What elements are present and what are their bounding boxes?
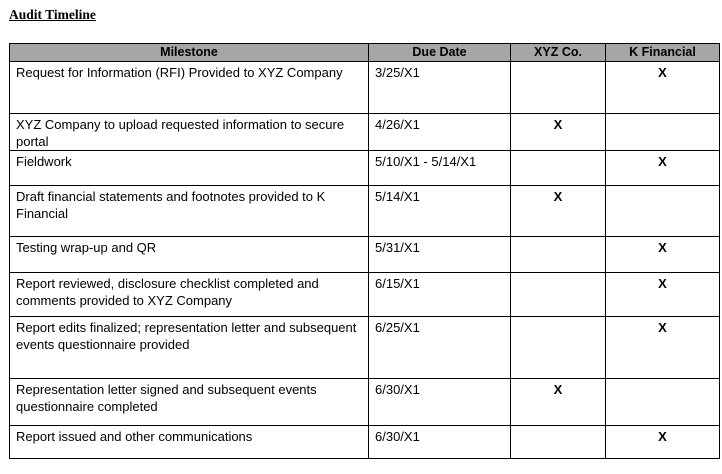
header-xyz-co: XYZ Co. xyxy=(511,44,606,62)
k-financial-mark xyxy=(606,379,719,381)
milestone-text: Report issued and other communications xyxy=(16,429,253,444)
header-k-financial: K Financial xyxy=(606,44,720,62)
xyz-co-cell xyxy=(511,62,606,114)
table-row xyxy=(10,379,720,426)
k-financial-cell xyxy=(606,426,720,459)
milestone-text: Testing wrap-up and QR xyxy=(16,240,157,255)
due-date-cell xyxy=(369,151,511,186)
due-date-text: 6/30/X1 xyxy=(375,382,420,397)
milestone-cell xyxy=(10,317,369,379)
k-financial-mark: X xyxy=(658,429,667,444)
audit-timeline-table xyxy=(9,43,720,459)
k-financial-cell xyxy=(606,151,720,186)
k-financial-mark: X xyxy=(658,154,667,169)
k-financial-mark xyxy=(606,186,719,188)
k-financial-mark: X xyxy=(658,65,667,80)
due-date-cell xyxy=(369,317,511,379)
milestone-cell xyxy=(10,237,369,273)
milestone-cell xyxy=(10,379,369,426)
k-financial-cell xyxy=(606,237,720,273)
k-financial-mark xyxy=(606,114,719,116)
milestone-text: XYZ Company to upload requested information to secure portal xyxy=(16,117,345,149)
due-date-text: 6/15/X1 xyxy=(375,276,420,291)
milestone-cell xyxy=(10,273,369,317)
due-date-cell xyxy=(369,186,511,237)
k-financial-cell xyxy=(606,114,720,151)
due-date-text: 6/30/X1 xyxy=(375,429,420,444)
milestone-cell xyxy=(10,151,369,186)
due-date-cell xyxy=(369,379,511,426)
due-date-cell xyxy=(369,273,511,317)
table-row xyxy=(10,426,720,459)
xyz-co-mark xyxy=(511,426,605,428)
xyz-co-mark xyxy=(511,151,605,153)
milestone-text: Request for Information (RFI) Provided to XYZ Company xyxy=(16,65,343,80)
k-financial-mark: X xyxy=(658,240,667,255)
table-row xyxy=(10,237,720,273)
due-date-text: 4/26/X1 xyxy=(375,117,420,132)
milestone-cell xyxy=(10,114,369,151)
xyz-co-cell xyxy=(511,273,606,317)
xyz-co-cell xyxy=(511,379,606,426)
due-date-cell xyxy=(369,114,511,151)
xyz-co-cell xyxy=(511,317,606,379)
table-row xyxy=(10,186,720,237)
milestone-text: Report edits finalized; representation letter and subsequent events questionnaire provided xyxy=(16,320,357,352)
xyz-co-cell xyxy=(511,237,606,273)
milestone-cell xyxy=(10,62,369,114)
milestone-cell xyxy=(10,186,369,237)
table-row xyxy=(10,151,720,186)
milestone-cell xyxy=(10,426,369,459)
xyz-co-mark xyxy=(511,273,605,275)
k-financial-mark: X xyxy=(658,320,667,335)
xyz-co-cell xyxy=(511,151,606,186)
k-financial-mark: X xyxy=(658,276,667,291)
xyz-co-mark xyxy=(511,237,605,239)
milestone-text: Fieldwork xyxy=(16,154,72,169)
due-date-text: 5/31/X1 xyxy=(375,240,420,255)
header-milestone: Milestone xyxy=(10,44,369,62)
k-financial-cell xyxy=(606,379,720,426)
xyz-co-cell xyxy=(511,114,606,151)
due-date-text: 5/14/X1 xyxy=(375,189,420,204)
xyz-co-mark xyxy=(511,62,605,64)
due-date-cell xyxy=(369,426,511,459)
xyz-co-mark xyxy=(511,317,605,319)
due-date-text: 6/25/X1 xyxy=(375,320,420,335)
xyz-co-mark: X xyxy=(553,117,563,132)
k-financial-cell xyxy=(606,186,720,237)
document-title: Audit Timeline xyxy=(9,7,96,22)
xyz-co-mark: X xyxy=(553,382,563,397)
due-date-cell xyxy=(369,237,511,273)
milestone-text: Representation letter signed and subsequent events questionnaire completed xyxy=(16,382,317,414)
table-row xyxy=(10,114,720,151)
xyz-co-cell xyxy=(511,426,606,459)
table-row xyxy=(10,273,720,317)
table-row xyxy=(10,62,720,114)
table-row xyxy=(10,317,720,379)
k-financial-cell xyxy=(606,62,720,114)
due-date-cell xyxy=(369,62,511,114)
k-financial-cell xyxy=(606,273,720,317)
milestone-text: Report reviewed, disclosure checklist completed and comments provided to XYZ Company xyxy=(16,276,319,308)
table-header-row xyxy=(10,44,720,62)
header-due-date: Due Date xyxy=(369,44,511,62)
due-date-text: 5/10/X1 - 5/14/X1 xyxy=(375,154,477,169)
due-date-text: 3/25/X1 xyxy=(375,65,420,80)
xyz-co-cell xyxy=(511,186,606,237)
xyz-co-mark: X xyxy=(553,189,563,204)
k-financial-cell xyxy=(606,317,720,379)
milestone-text: Draft financial statements and footnotes provided to K Financial xyxy=(16,189,326,221)
